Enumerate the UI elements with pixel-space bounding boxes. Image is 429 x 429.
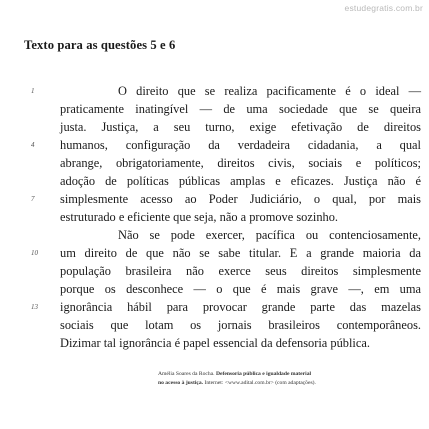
text-line: praticamente inatingível — de uma sociedade que se queira xyxy=(60,102,421,116)
text-line: abrange, obrigatoriamente, direitos civis, sociais e políticos; xyxy=(60,156,421,170)
section-heading: Texto para as questões 5 e 6 xyxy=(24,38,176,52)
text-line: porque os desconhece — o que é mais grave —, em uma xyxy=(60,282,421,296)
line-number: 10 xyxy=(31,249,38,257)
line-number: 1 xyxy=(31,87,35,95)
text-line: humanos, configuração da verdadeira cidadania, a qual xyxy=(60,138,421,152)
text-line: adoção de políticas públicas amplas e eficazes. Justiça não é xyxy=(60,174,421,188)
text-line: Dizimar tal ignorância é papel essencial da defensoria pública. xyxy=(60,336,370,350)
line-number: 13 xyxy=(31,303,38,311)
line-number: 4 xyxy=(31,141,35,149)
source-author: Amélia Soares da Rocha. xyxy=(158,371,215,377)
source-rest: Internet: <www.adital.com.br> (com adaptações). xyxy=(204,379,316,386)
text-line: justa. Justiça, a seu turno, exige efetivação de direitos xyxy=(60,120,421,134)
text-line: população brasileira não exerce seus direitos simplesmente xyxy=(60,264,421,278)
line-number: 7 xyxy=(31,195,35,203)
watermark: estudegratis.com.br xyxy=(344,3,423,13)
text-line: um direito de que não se sabe titular. E a grande maioria da xyxy=(60,246,421,260)
text-line: simplesmente acesso ao Poder Judiciário, o qual, por mais xyxy=(60,192,421,206)
text-line: sociais que lotam os jornais brasileiros contemporâneos. xyxy=(60,318,421,332)
text-line: estruturado e eficiente que seja, não a promove sozinho. xyxy=(60,210,338,224)
source-title-cont: no acesso à justiça. xyxy=(158,379,204,386)
source-title: Defensoria pública e igualdade material xyxy=(215,371,312,377)
text-line: ignorância hábil para provocar grande parte das mazelas xyxy=(60,300,421,314)
text-line: Não se pode exercer, pacífica ou contenciosamente, xyxy=(118,228,421,242)
text-line: O direito que se realiza pacificamente é o ideal — xyxy=(118,84,421,98)
source-citation xyxy=(158,370,420,387)
